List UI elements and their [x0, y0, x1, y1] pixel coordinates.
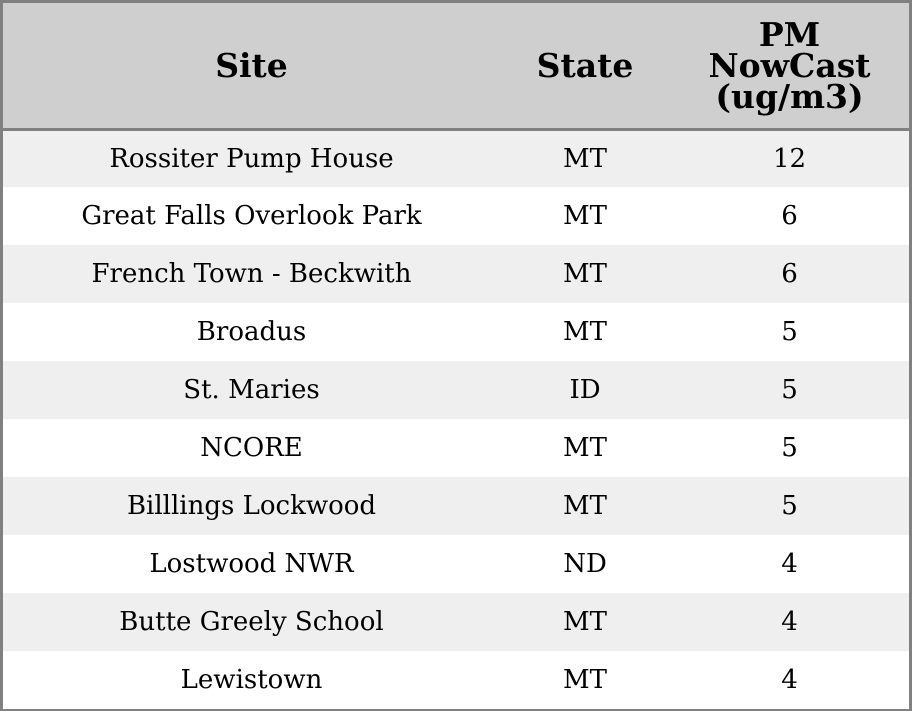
- cell-pm-value: 5: [781, 433, 798, 463]
- cell-state: MT: [563, 317, 607, 347]
- air-quality-table: [3, 3, 909, 709]
- column-header-pm-nowcast: [670, 3, 909, 129]
- cell-site: Broadus: [196, 317, 307, 347]
- cell-state: ID: [569, 375, 601, 405]
- table-row: [3, 419, 909, 477]
- table-body: [3, 129, 909, 709]
- cell-pm-value: 5: [781, 491, 798, 521]
- cell-pm-value: 12: [772, 143, 807, 174]
- cell-state: MT: [563, 607, 607, 637]
- cell-site: Billlings Lockwood: [126, 491, 377, 521]
- cell-site: St. Maries: [183, 375, 320, 405]
- column-header-state: State: [500, 3, 670, 129]
- table-row: [3, 593, 909, 651]
- cell-state: MT: [563, 201, 607, 231]
- cell-pm-value: 5: [781, 317, 798, 347]
- cell-site: Lewistown: [180, 665, 323, 695]
- cell-pm-value: 4: [781, 665, 798, 695]
- cell-site: Lostwood NWR: [149, 549, 354, 579]
- cell-state: MT: [563, 491, 607, 521]
- table-row: [3, 535, 909, 593]
- cell-pm-value: 4: [781, 549, 798, 579]
- cell-site: NCORE: [200, 433, 303, 463]
- column-header-pm-line-1: PM: [758, 14, 821, 54]
- table-row: [3, 361, 909, 419]
- cell-state: MT: [563, 259, 607, 289]
- cell-pm-value: 6: [781, 259, 798, 289]
- column-header-pm-line-2: NowCast: [708, 45, 871, 85]
- table-row: [3, 187, 909, 245]
- table-row: [3, 303, 909, 361]
- cell-state: MT: [563, 143, 607, 174]
- cell-state: ND: [563, 549, 607, 579]
- cell-pm-value: 5: [781, 375, 798, 405]
- column-header-site: Site: [3, 3, 500, 129]
- header-row: [3, 3, 909, 129]
- table-row: [3, 245, 909, 303]
- table-header: [3, 3, 909, 129]
- cell-state: MT: [563, 665, 607, 695]
- cell-site: Butte Greely School: [119, 607, 384, 637]
- cell-pm-value: 4: [781, 607, 798, 637]
- cell-site: French Town - Beckwith: [91, 259, 412, 289]
- table-row: [3, 129, 909, 187]
- column-header-pm-line-3: (ug/m3): [715, 76, 864, 116]
- cell-site: Rossiter Pump House: [109, 143, 394, 174]
- cell-state: MT: [563, 433, 607, 463]
- cell-site: Great Falls Overlook Park: [81, 201, 422, 231]
- table-row: [3, 651, 909, 709]
- cell-pm-value: 6: [781, 201, 798, 231]
- table-row: [3, 477, 909, 535]
